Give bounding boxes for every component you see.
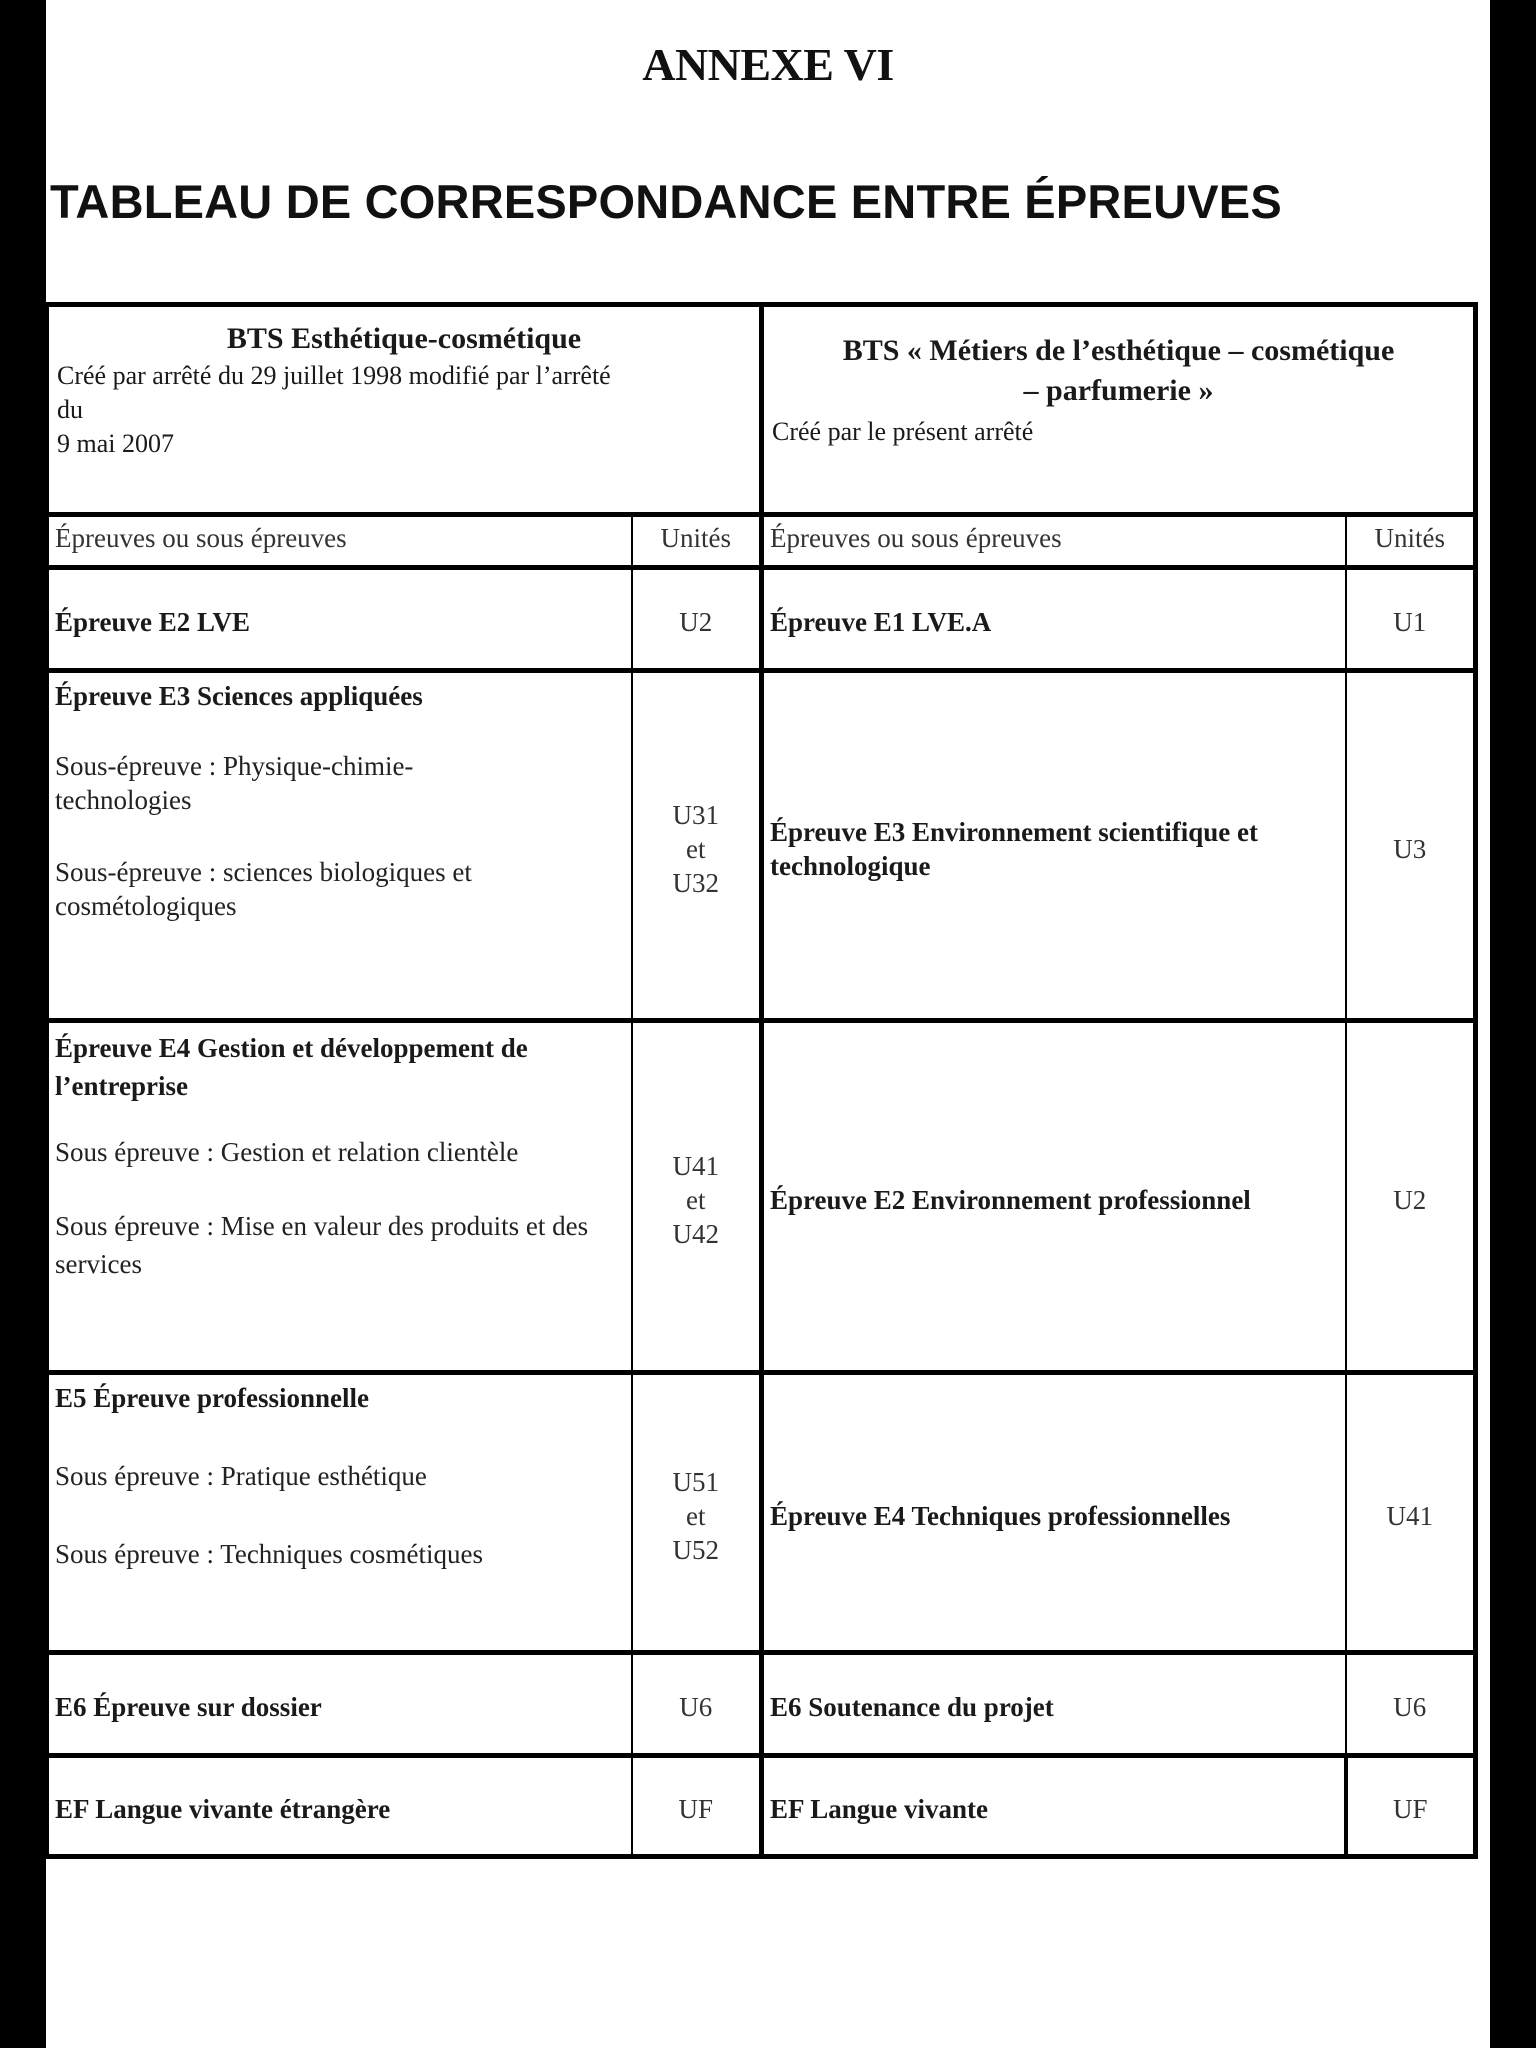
- unit-conjunction: et: [686, 833, 706, 864]
- unit-code: U51: [672, 1466, 719, 1497]
- left-epreuve-cell: EF Langue vivante étrangère: [48, 1756, 632, 1857]
- left-units-cell: [632, 1373, 762, 1653]
- left-epreuve-title: Épreuve E4 Gestion et développement de l’entreprise: [55, 1033, 528, 1101]
- left-sub-epreuve: Sous-épreuve : sciences biologiques et cosmétologiques: [55, 857, 472, 921]
- left-epreuve-title: Épreuve E3 Sciences appliquées: [55, 681, 423, 711]
- left-diploma-title: BTS Esthétique-cosmétique: [226, 322, 582, 355]
- left-epreuve-cell: [48, 1021, 632, 1373]
- right-units-cell: UF: [1346, 1756, 1476, 1857]
- table-row: [48, 1373, 1476, 1653]
- left-epreuve-cell: Épreuve E2 LVE: [48, 568, 632, 671]
- unit-conjunction: et: [686, 1500, 706, 1531]
- left-sub-epreuve: Sous épreuve : Techniques cosmétiques: [55, 1539, 484, 1569]
- right-units-cell: U41: [1346, 1373, 1476, 1653]
- left-epreuve-title: E5 Épreuve professionnelle: [55, 1383, 370, 1413]
- annex-title: ANNEXE VI: [642, 39, 894, 90]
- left-epreuve-cell: E6 Épreuve sur dossier: [48, 1653, 632, 1756]
- right-units-cell: U1: [1346, 568, 1476, 671]
- left-diploma-subtitle-1: Créé par arrêté du 29 juillet 1998 modifié par l’arrêté: [57, 361, 611, 390]
- left-col-header-epreuves: Épreuves ou sous épreuves: [48, 515, 632, 568]
- left-diploma-subtitle-2: du: [57, 395, 83, 424]
- left-units-cell: U2: [632, 568, 762, 671]
- left-epreuve-cell: [48, 1373, 632, 1653]
- left-col-header-unites: Unités: [632, 515, 762, 568]
- left-sub-epreuve: Sous épreuve : Pratique esthétique: [55, 1461, 427, 1491]
- table-title: TABLEAU DE CORRESPONDANCE ENTRE ÉPREUVES: [50, 175, 1282, 228]
- left-units-cell: [632, 1021, 762, 1373]
- right-epreuve-cell: Épreuve E3 Environnement scientifique et technologique: [762, 671, 1346, 1021]
- unit-conjunction: et: [686, 1184, 706, 1215]
- column-header-row: [48, 515, 1476, 568]
- diploma-header-row: [48, 305, 1476, 515]
- right-epreuve-cell: Épreuve E2 Environnement professionnel: [762, 1021, 1346, 1373]
- left-sub-epreuve: Sous épreuve : Gestion et relation clientèle: [55, 1137, 519, 1167]
- left-units-cell: [632, 671, 762, 1021]
- right-units-cell: U2: [1346, 1021, 1476, 1373]
- right-col-header-epreuves: Épreuves ou sous épreuves: [762, 515, 1346, 568]
- right-units-cell: U3: [1346, 671, 1476, 1021]
- right-epreuve-cell: E6 Soutenance du projet: [762, 1653, 1346, 1756]
- unit-code: U42: [672, 1218, 719, 1249]
- right-col-header-unites: Unités: [1346, 515, 1476, 568]
- unit-code: U52: [672, 1534, 719, 1565]
- left-sub-epreuve: Sous épreuve : Mise en valeur des produits et des services: [55, 1211, 589, 1279]
- right-epreuve-cell: EF Langue vivante: [762, 1756, 1346, 1857]
- left-sub-epreuve: Sous-épreuve : Physique-chimie-technologies: [55, 751, 414, 815]
- table-row: [48, 568, 1476, 671]
- document-page: [46, 0, 1490, 2048]
- table-row: [48, 1756, 1476, 1857]
- right-diploma-title-1: BTS « Métiers de l’esthétique – cosmétique: [842, 334, 1395, 367]
- left-diploma-subtitle-3: 9 mai 2007: [57, 429, 174, 458]
- right-epreuve-cell: Épreuve E4 Techniques professionnelles: [762, 1373, 1346, 1653]
- right-diploma-subtitle: Créé par le présent arrêté: [772, 417, 1034, 446]
- right-diploma-header: [762, 305, 1476, 515]
- left-diploma-header: [48, 305, 762, 515]
- unit-code: U41: [672, 1150, 719, 1181]
- table-row: [48, 1021, 1476, 1373]
- right-diploma-title-2: – parfumerie »: [1023, 374, 1214, 407]
- left-units-cell: U6: [632, 1653, 762, 1756]
- table-row: [48, 1653, 1476, 1756]
- right-units-cell: U6: [1346, 1653, 1476, 1756]
- correspondence-table: [46, 302, 1478, 1859]
- table-row: [48, 671, 1476, 1021]
- left-units-cell: UF: [632, 1756, 762, 1857]
- unit-code: U31: [672, 799, 719, 830]
- unit-code: U32: [672, 867, 719, 898]
- left-epreuve-cell: [48, 671, 632, 1021]
- right-epreuve-cell: Épreuve E1 LVE.A: [762, 568, 1346, 671]
